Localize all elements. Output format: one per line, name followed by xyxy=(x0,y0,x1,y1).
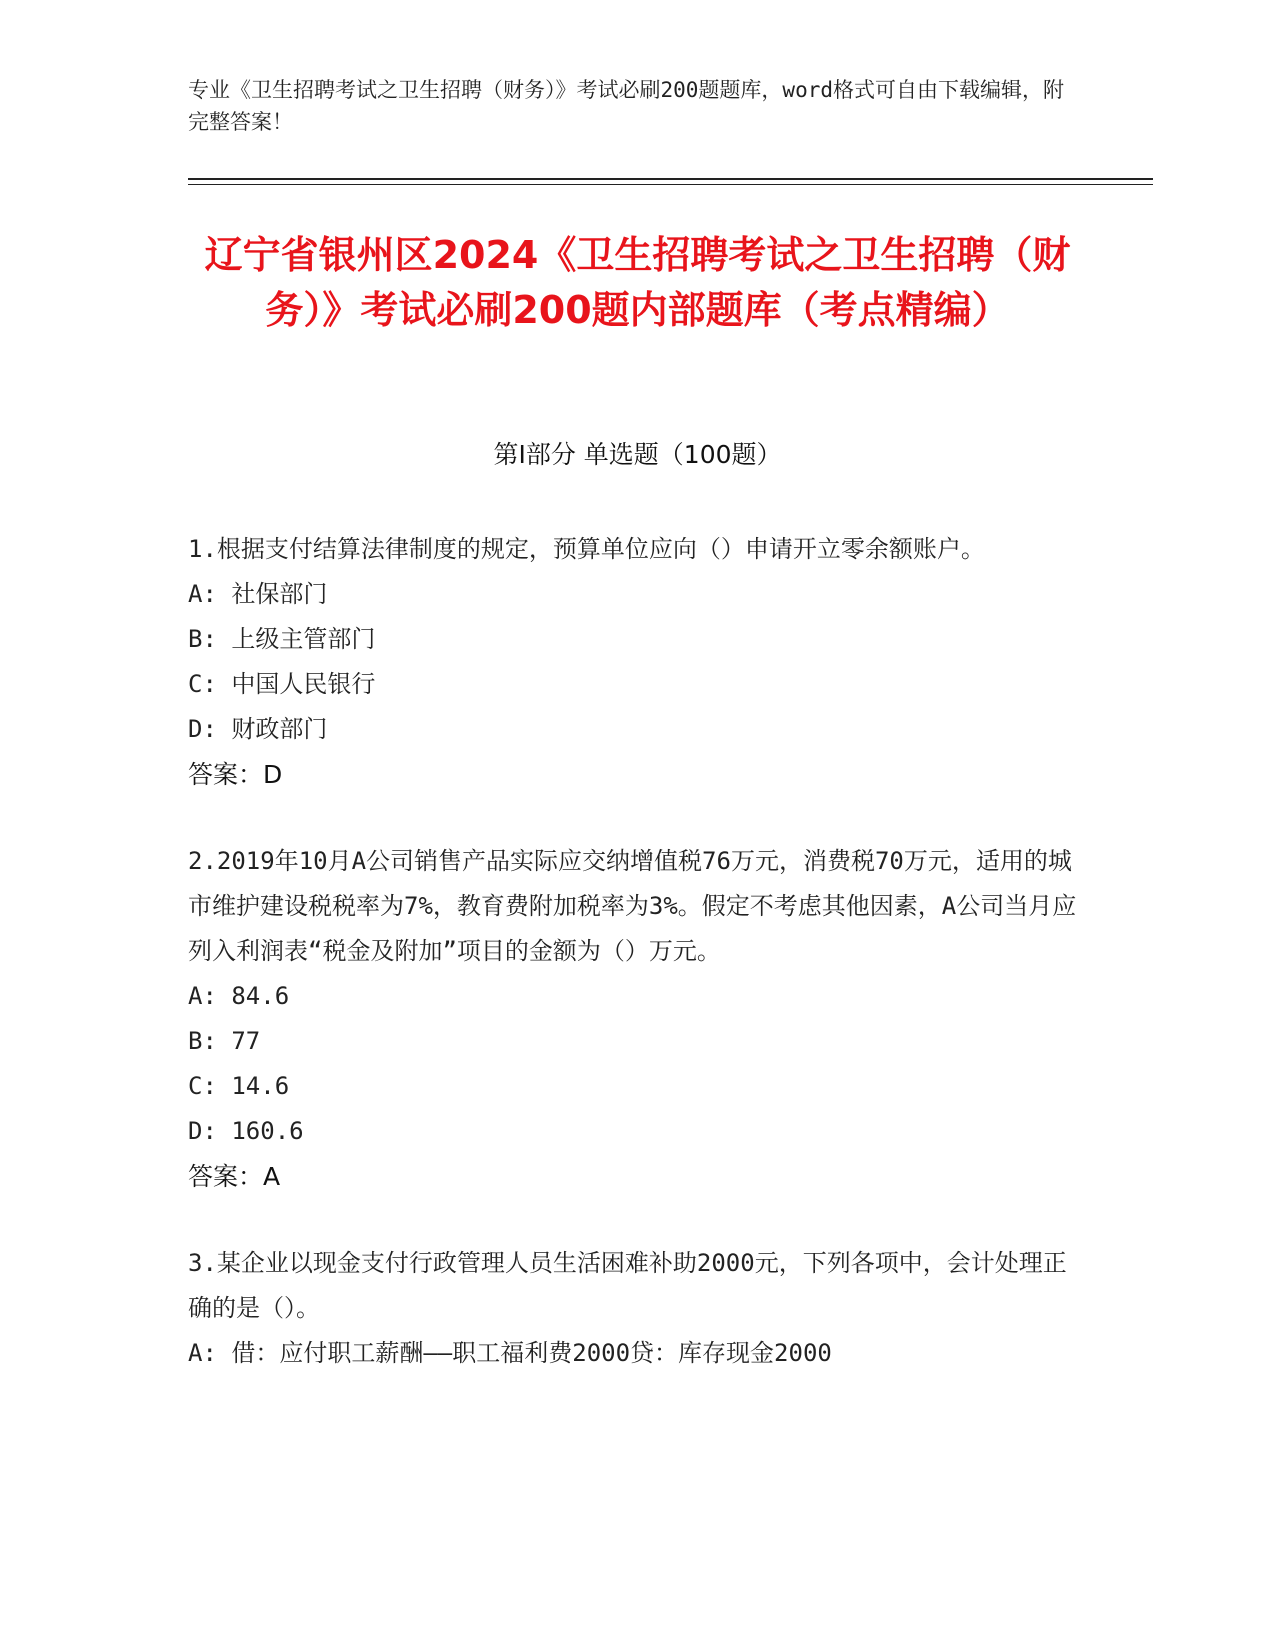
option-c: C: 中国人民银行 xyxy=(188,670,376,698)
question-1 xyxy=(188,527,1088,797)
option-a: A: 社保部门 xyxy=(188,580,328,608)
question-2 xyxy=(188,839,1088,1199)
option-a: A: 借：应付职工薪酬——职工福利费2000贷：库存现金2000 xyxy=(188,1339,832,1367)
header-divider-thin xyxy=(188,184,1153,185)
option-d: D: 财政部门 xyxy=(188,715,328,743)
question-list xyxy=(188,527,1088,1376)
question-3 xyxy=(188,1241,1088,1376)
section-heading: 第I部分 单选题（100题） xyxy=(493,440,782,469)
question-stem: 3.某企业以现金支付行政管理人员生活困难补助2000元，下列各项中，会计处理正确的是（）。 xyxy=(188,1249,1067,1322)
option-d: D: 160.6 xyxy=(188,1117,304,1145)
header-divider-thick xyxy=(188,178,1153,180)
option-b: B: 上级主管部门 xyxy=(188,625,376,653)
question-stem: 2.2019年10月A公司销售产品实际应交纳增值税76万元，消费税70万元，适用的城市维护建设税税率为7%，教育费附加税率为3%。假定不考虑其他因素，A公司当月应列入利润表“税金及附加”项目的金额为（）万元。 xyxy=(188,847,1077,965)
option-c: C: 14.6 xyxy=(188,1072,290,1100)
option-b: B: 77 xyxy=(188,1027,261,1055)
answer-label: 答案：A xyxy=(188,1162,281,1191)
header-note: 专业《卫生招聘考试之卫生招聘（财务）》考试必刷200题题库，word格式可自由下载编辑，附完整答案！ xyxy=(188,78,1064,134)
document-title: 辽宁省银州区2024《卫生招聘考试之卫生招聘（财务）》考试必刷200题内部题库（考点精编） xyxy=(204,233,1071,332)
option-a: A: 84.6 xyxy=(188,982,290,1010)
question-stem: 1.根据支付结算法律制度的规定，预算单位应向（）申请开立零余额账户。 xyxy=(188,535,985,563)
answer-label: 答案：D xyxy=(188,760,283,789)
